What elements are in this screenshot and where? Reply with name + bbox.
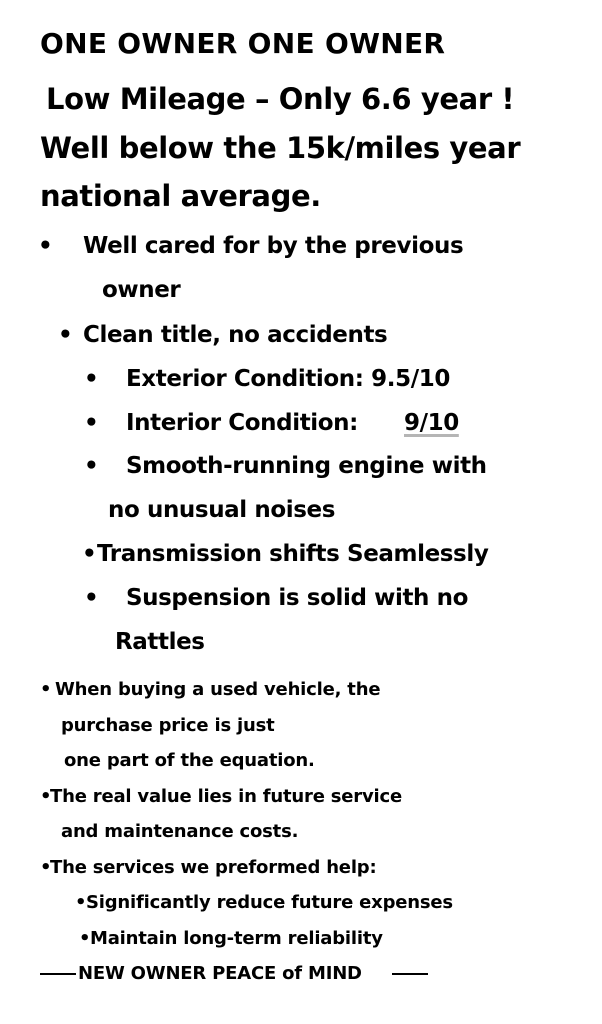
footer-left-rule [40,973,76,975]
bullet-icon: • [82,541,97,567]
bullet-icon: • [79,928,91,949]
cared-line-2: owner [102,277,181,303]
buying-line-2: purchase price is just [61,715,275,736]
bullet-icon: • [84,585,99,611]
headline: ONE OWNER ONE OWNER [40,27,446,60]
benefit-2: Maintain long-term reliability [90,928,383,949]
engine-line-1: Smooth-running engine with [126,453,487,479]
bullet-icon: • [38,233,53,259]
bullet-icon: • [58,322,73,348]
real-value-line-2: and maintenance costs. [61,821,299,842]
real-value-line-1: The real value lies in future service [50,786,402,807]
services-intro: The services we preformed help: [50,857,377,878]
benefit-1: Significantly reduce future expenses [86,892,453,913]
interior-condition-label: Interior Condition: [126,410,358,436]
bullet-icon: • [84,453,99,479]
footer-right-rule [392,973,428,975]
mileage-line-2: Well below the 15k/miles year [40,131,521,165]
bullet-icon: • [84,366,99,392]
transmission: Transmission shifts Seamlessly [97,541,489,567]
bullet-icon: • [84,410,99,436]
cared-line-1: Well cared for by the previous [83,233,464,259]
buying-line-3: one part of the equation. [64,750,315,771]
engine-line-2: no unusual noises [108,497,336,523]
mileage-line-3: national average. [40,179,321,213]
mileage-line-1: Low Mileage – Only 6.6 year ! [46,82,515,116]
bullet-icon: • [75,892,87,913]
suspension-line-2: Rattles [115,629,205,655]
footer-tagline: NEW OWNER PEACE of MIND [78,963,362,984]
interior-condition-value: 9/10 [404,410,459,436]
exterior-condition: Exterior Condition: 9.5/10 [126,366,450,392]
bullet-icon: • [40,857,52,878]
bullet-icon: • [40,679,52,700]
buying-line-1: When buying a used vehicle, the [55,679,381,700]
suspension-line-1: Suspension is solid with no [126,585,469,611]
clean-title: Clean title, no accidents [83,322,388,348]
bullet-icon: • [40,786,52,807]
